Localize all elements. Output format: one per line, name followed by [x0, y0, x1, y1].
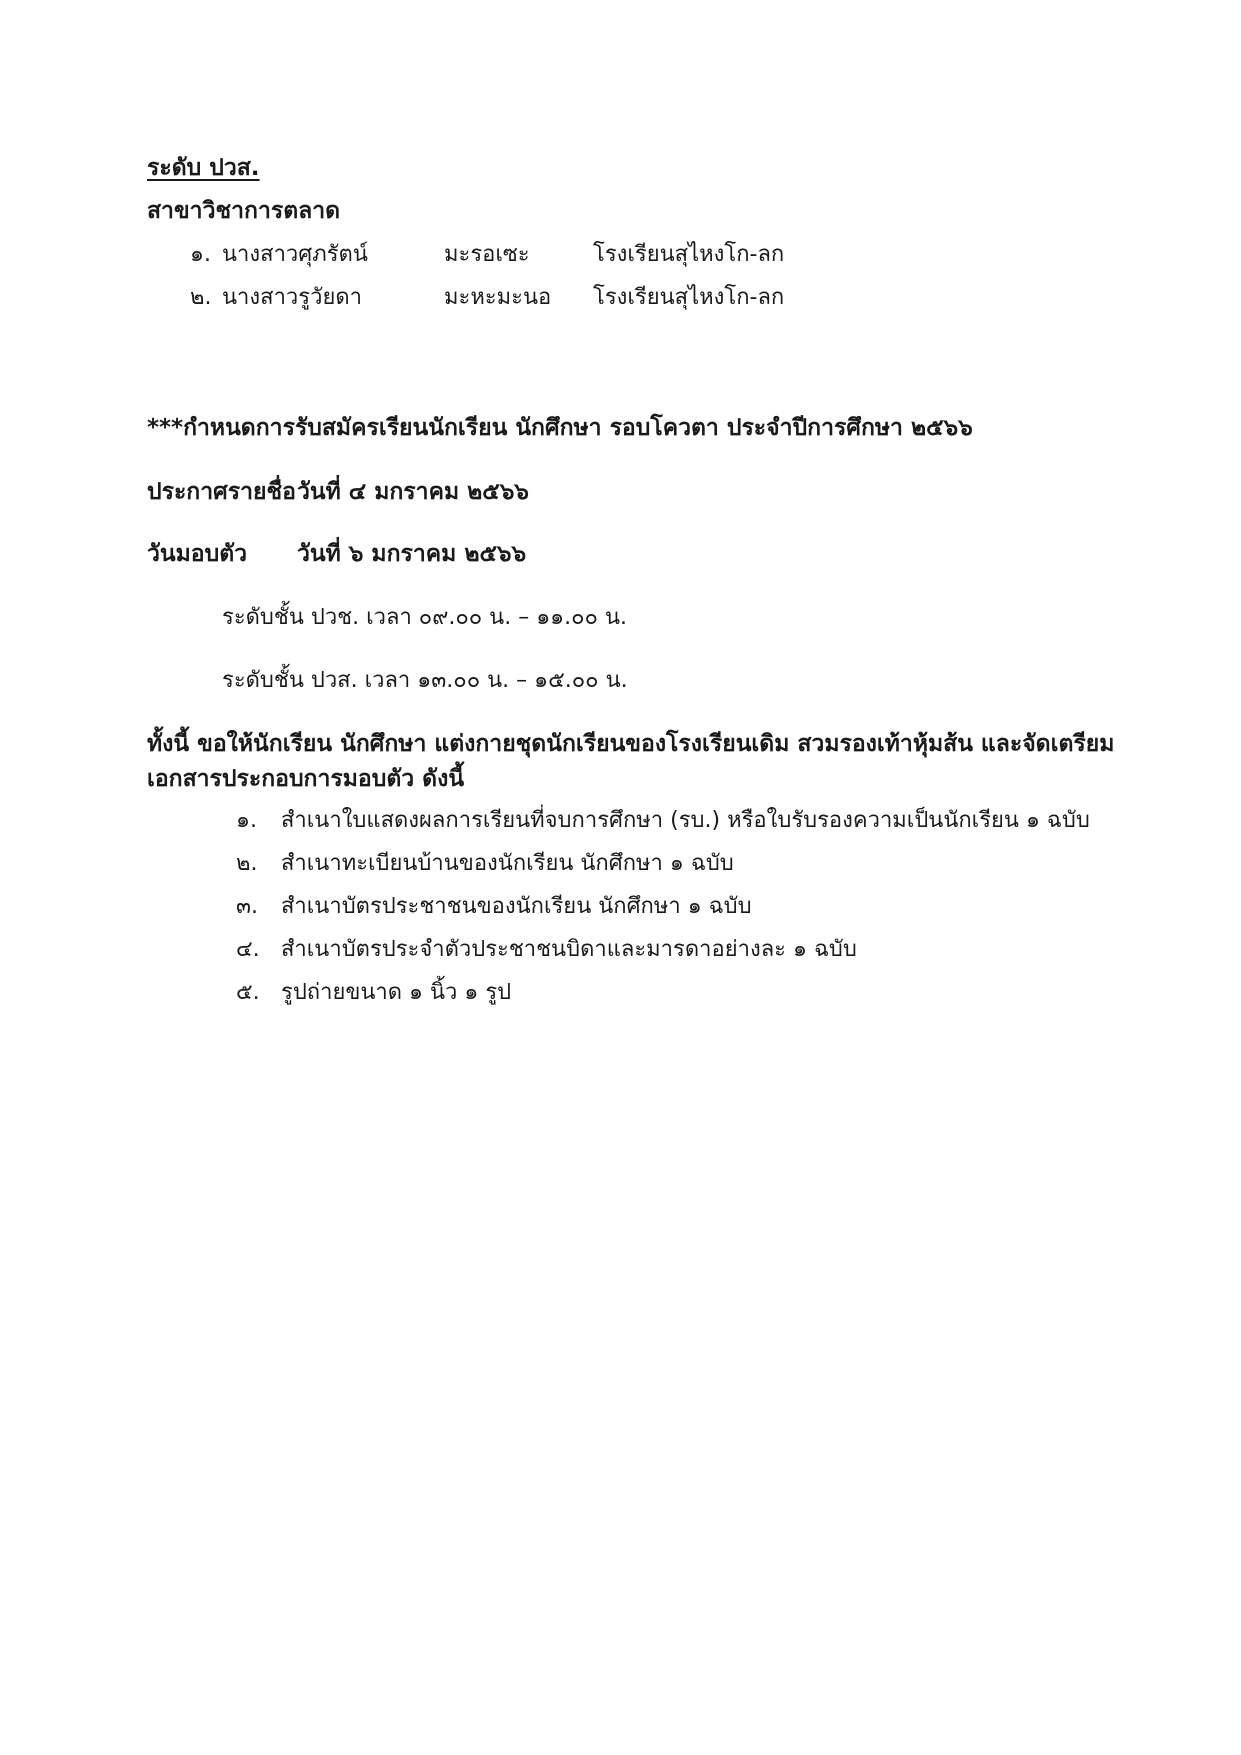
document-text: สำเนาทะเบียนบ้านของนักเรียน นักศึกษา ๑ ฉบับ	[281, 851, 734, 876]
document-number: ๑.	[236, 808, 257, 833]
level-heading: ระดับ ปวส.	[147, 155, 260, 181]
document-text: สำเนาใบแสดงผลการเรียนที่จบการศึกษา (รบ.) หรือใบรับรองความเป็นนักเรียน ๑ ฉบับ	[281, 808, 1090, 833]
time-high-vocational-certificate: ระดับชั้น ปวส. เวลา ๑๓.๐๐ น. – ๑๕.๐๐ น.	[222, 668, 628, 693]
report-date: วันที่ ๖ มกราคม ๒๕๖๖	[297, 541, 527, 567]
document-text: สำเนาบัตรประจำตัวประชาชนบิดาและมารดาอย่างละ ๑ ฉบับ	[281, 937, 857, 962]
document-number: ๔.	[236, 937, 260, 962]
document-text: รูปถ่ายขนาด ๑ นิ้ว ๑ รูป	[281, 980, 512, 1005]
student-number: ๑.	[190, 242, 211, 267]
announce-label: ประกาศรายชื่อ	[147, 479, 296, 505]
major-heading: สาขาวิชาการตลาด	[147, 198, 341, 224]
student-first-name: นางสาวศุภรัตน์	[222, 242, 368, 267]
document-text: สำเนาบัตรประชาชนของนักเรียน นักศึกษา ๑ ฉบับ	[281, 894, 752, 919]
document-number: ๓.	[236, 894, 259, 919]
document-number: ๕.	[236, 980, 260, 1005]
schedule-title: ***กำหนดการรับสมัครเรียนนักเรียน นักศึกษา รอบโควตา ประจำปีการศึกษา ๒๕๖๖	[147, 415, 973, 441]
report-label: วันมอบตัว	[147, 541, 248, 567]
instruction-line-1: ทั้งนี้ ขอให้นักเรียน นักศึกษา แต่งกายชุดนักเรียนของโรงเรียนเดิม สวมรองเท้าหุ้มส้น และจัดเตรียม	[147, 731, 1115, 757]
student-school: โรงเรียนสุไหงโก-ลก	[593, 285, 785, 310]
instruction-line-2: เอกสารประกอบการมอบตัว ดังนี้	[147, 766, 465, 792]
student-school: โรงเรียนสุไหงโก-ลก	[593, 242, 785, 267]
time-vocational-certificate: ระดับชั้น ปวช. เวลา ๐๙.๐๐ น. – ๑๑.๐๐ น.	[222, 605, 627, 630]
student-last-name: มะหะมะนอ	[444, 285, 552, 310]
student-number: ๒.	[190, 285, 212, 310]
document-number: ๒.	[236, 851, 258, 876]
announce-date: วันที่ ๔ มกราคม ๒๕๖๖	[297, 479, 529, 505]
student-last-name: มะรอเซะ	[444, 242, 530, 267]
student-first-name: นางสาวรูวัยดา	[222, 285, 362, 310]
